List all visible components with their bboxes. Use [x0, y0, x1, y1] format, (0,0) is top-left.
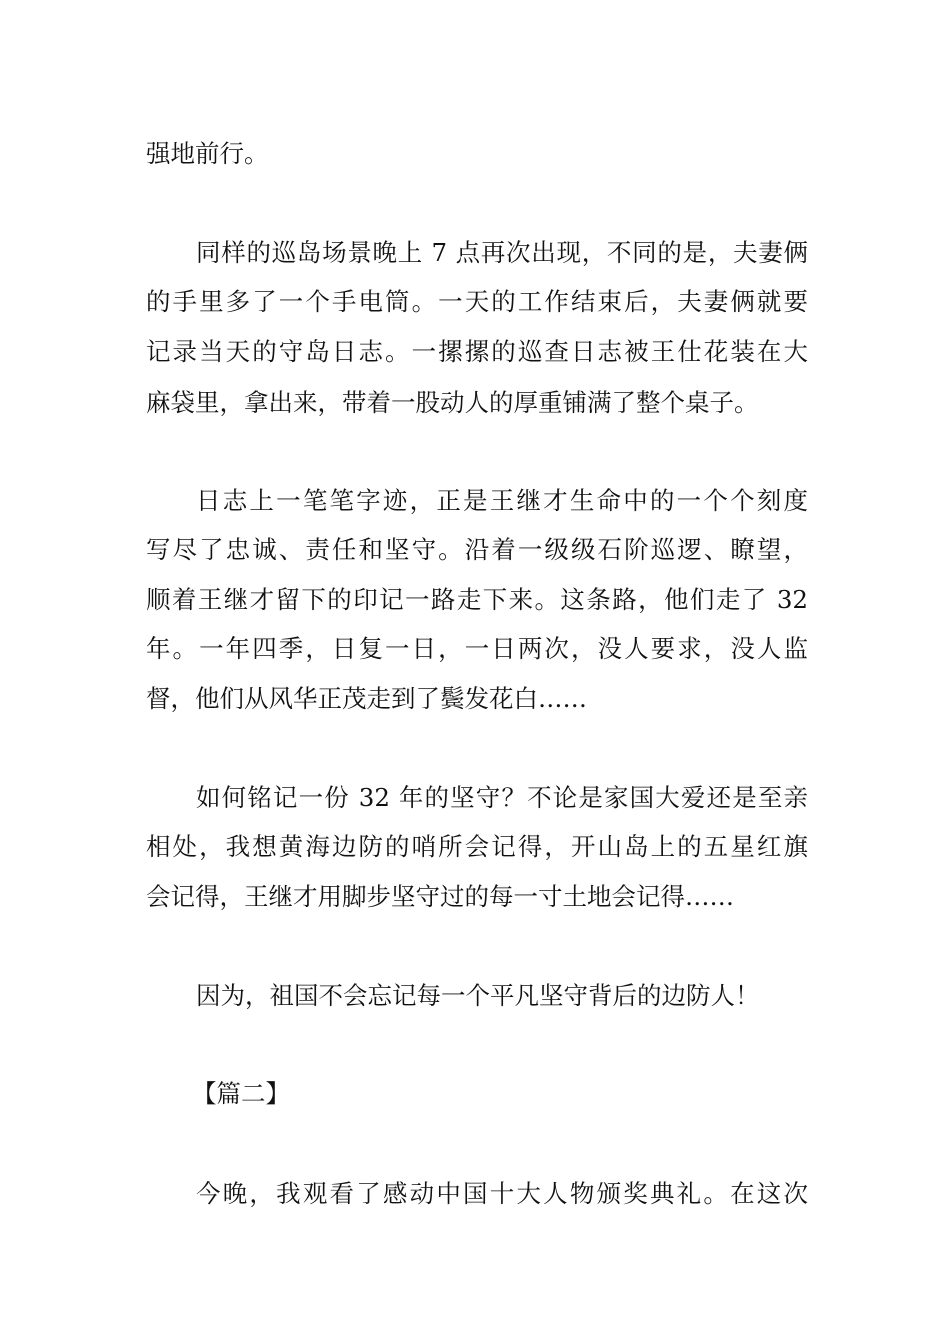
paragraph-line: 写尽了忠诚、责任和坚守。沿着一级级石阶巡逻、瞭望， [146, 535, 808, 564]
paragraph-line: 督，他们从风华正茂走到了鬓发花白…… [146, 684, 587, 713]
paragraph-line: 相处，我想黄海边防的哨所会记得，开山岛上的五星红旗 [146, 832, 808, 861]
paragraph-line: 年。一年四季，日复一日，一日两次，没人要求，没人监 [146, 634, 808, 663]
paragraph-line: 同样的巡岛场景晚上 7 点再次出现，不同的是，夫妻俩 [196, 238, 808, 267]
section-heading: 【篇二】 [192, 1079, 290, 1108]
paragraph-line: 如何铭记一份 32 年的坚守？不论是家国大爱还是至亲 [196, 783, 808, 812]
paragraph-line: 强地前行。 [146, 139, 269, 168]
paragraph-line: 麻袋里，拿出来，带着一股动人的厚重铺满了整个桌子。 [146, 388, 759, 417]
paragraph-line: 今晚，我观看了感动中国十大人物颁奖典礼。在这次 [196, 1179, 808, 1208]
paragraph-line: 因为，祖国不会忘记每一个平凡坚守背后的边防人！ [196, 981, 760, 1010]
paragraph-line: 顺着王继才留下的印记一路走下来。这条路，他们走了 32 [146, 585, 808, 614]
paragraph-line: 日志上一笔笔字迹，正是王继才生命中的一个个刻度 [196, 486, 808, 515]
paragraph-line: 的手里多了一个手电筒。一天的工作结束后，夫妻俩就要 [146, 287, 808, 316]
paragraph-line: 会记得，王继才用脚步坚守过的每一寸土地会记得…… [146, 882, 734, 911]
paragraph-line: 记录当天的守岛日志。一摞摞的巡查日志被王仕花装在大 [146, 337, 808, 366]
